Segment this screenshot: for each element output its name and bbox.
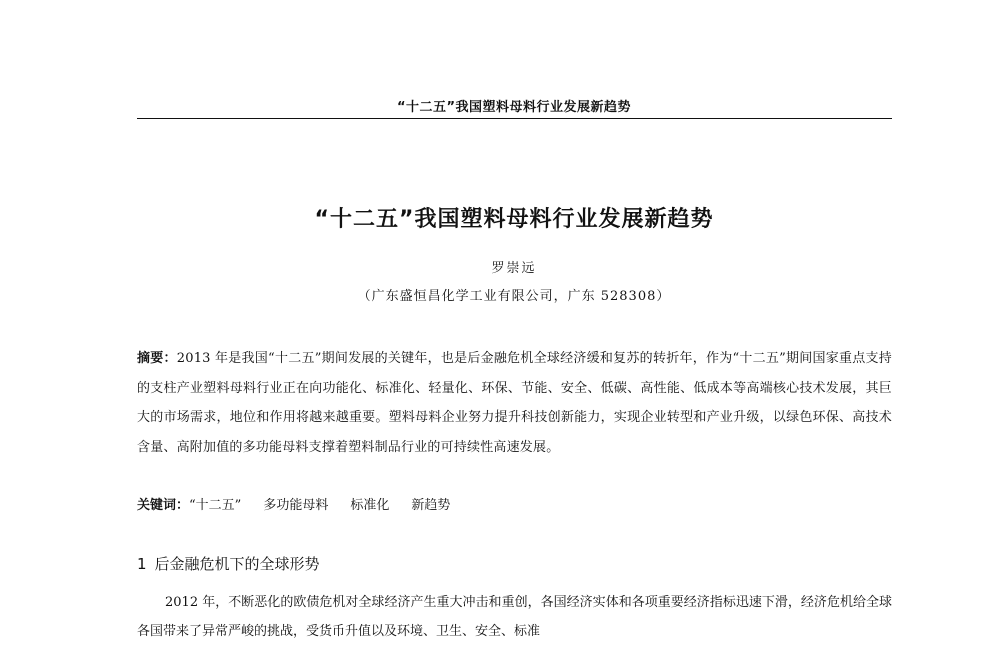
body-paragraph: 2012 年，不断恶化的欧债危机对全球经济产生重大冲击和重创，各国经济实体和各项重要经济指标迅速下滑，经济危机给全球各国带来了异常严峻的挑战，受货币升值以及环境、卫生、安全、标准 — [137, 595, 892, 639]
keyword-item: 多功能母料 — [263, 498, 329, 513]
keywords — [137, 496, 892, 516]
keywords-label: 关键词： — [137, 498, 190, 513]
abstract-label: 摘要： — [137, 351, 177, 366]
keyword-item: “十二五” — [189, 498, 242, 513]
header-rule — [137, 118, 892, 119]
keyword-item: 新趋势 — [411, 498, 451, 513]
section-heading — [137, 553, 892, 574]
article-author: 罗崇远 — [491, 261, 537, 276]
abstract — [137, 344, 892, 462]
article-title: “十二五”我国塑料母料行业发展新趋势 — [314, 207, 714, 232]
article-affiliation: （广东盛恒昌化学工业有限公司，广东 528308） — [357, 289, 671, 304]
section-title: 后金融危机下的全球形势 — [154, 555, 320, 573]
running-header: “十二五”我国塑料母料行业发展新趋势 — [396, 100, 632, 115]
section-number: 1 — [137, 555, 147, 573]
keyword-item: 标准化 — [350, 498, 390, 513]
abstract-text: 2013 年是我国“十二五”期间发展的关键年，也是后金融危机全球经济缓和复苏的转折年，作为“十二五”期间国家重点支持的支柱产业塑料母料行业正在向功能化、标准化、轻量化、环保、节能、安全、低碳、高性能、低成本等高端核心技术发展，其巨大的市场需求，地位和作用将越来越重要。塑料母料企业努力提升科技创新能力，实现企业转型和产业升级，以绿色环保、高技术含量、高附加值的多功能母料支撑着塑料制品行业的可持续性高速发展。 — [137, 351, 892, 455]
